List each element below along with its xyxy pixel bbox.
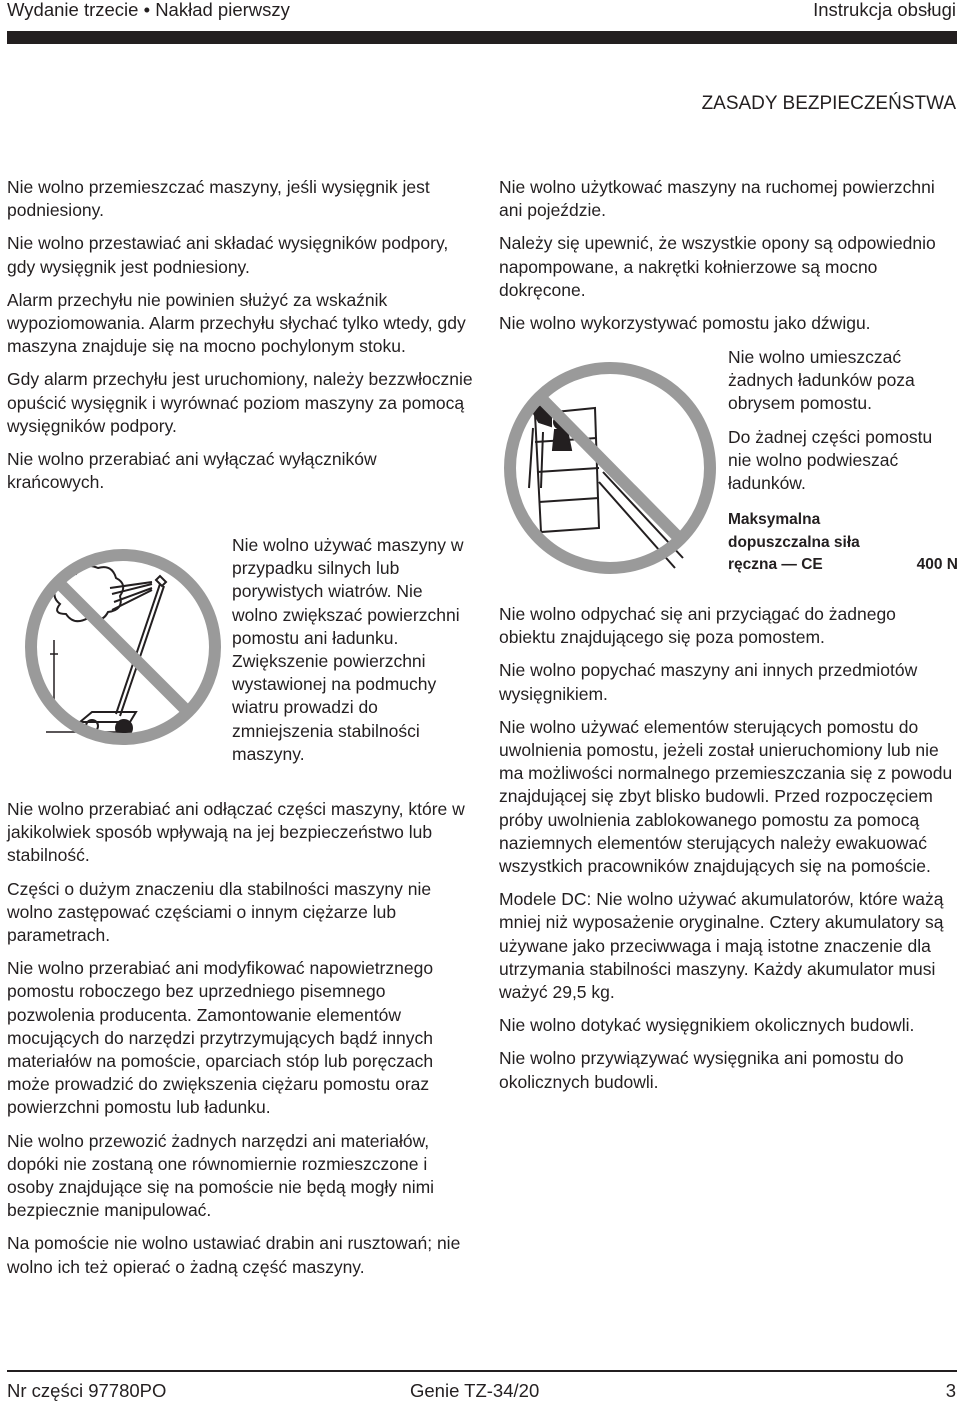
paragraph: Nie wolno użytkować maszyny na ruchomej powierzchni ani pojeździe. — [499, 177, 935, 221]
prohibition-wind-icon — [20, 544, 226, 750]
paragraph: Nie wolno przywiązywać wysięgnika ani pomostu do okolicznych budowli. — [499, 1048, 904, 1092]
wind-warning-text — [232, 534, 472, 766]
paragraph: Nie wolno używać elementów sterujących pomostu do uwolnienia pomostu, jeżeli został unieruchomiony lub nie ma możliwości normalnego przemieszczania się z powodu znajdującej się zbyt blisko budowli. Przed rozpoczęciem próby uwolnienia zablokowanego pomostu za pomocą naziemnych elementów sterujących należy ewakuować wszystkich pracowników znajdujących się na pomoście. — [499, 716, 953, 877]
rating-label: Maksymalna dopuszczalna siła ręczna — CE — [728, 511, 860, 573]
paragraph: Do żadnej części pomostu nie wolno podwieszać ładunków. — [728, 426, 933, 494]
paragraph: Nie wolno wykorzystywać pomostu jako dźwigu. — [499, 313, 871, 334]
load-warning-text — [728, 346, 958, 505]
header-rule — [7, 31, 957, 44]
prohibition-load-icon — [499, 352, 721, 584]
header-manual-title: Instrukcja obsługi — [813, 0, 956, 20]
paragraph: Należy się upewnić, że wszystkie opony są odpowiednio napompowane, a nakrętki kołnierzowe są mocno dokręcone. — [499, 233, 936, 300]
column-left-bottom — [7, 798, 477, 1289]
paragraph: Gdy alarm przechyłu jest uruchomiony, należy bezzwłocznie opuścić wysięgnik i wyrównać poziom maszyny za pomocą wysięgników podpory. — [7, 369, 473, 436]
paragraph: Części o dużym znaczeniu dla stabilności maszyny nie wolno zastępować częściami o innym ciężarze lub parametrach. — [7, 878, 432, 946]
paragraph: Nie wolno popychać maszyny ani innych przedmiotów wysięgnikiem. — [499, 660, 918, 704]
paragraph: Nie wolno odpychać się ani przyciągać do żadnego obiektu znajdującego się poza pomostem. — [499, 604, 896, 648]
section-title: ZASADY BEZPIECZEŃSTWA — [701, 93, 956, 114]
paragraph: Na pomoście nie wolno ustawiać drabin ani rusztowań; nie wolno ich też opierać o żadną część maszyny. — [7, 1233, 461, 1277]
manual-force-rating — [728, 509, 958, 577]
paragraph: Nie wolno dotykać wysięgnikiem okolicznych budowli. — [499, 1015, 915, 1036]
paragraph: Alarm przechyłu nie powinien służyć za wskaźnik wypoziomowania. Alarm przechyłu słychać tylko wtedy, gdy maszyna znajduje się na mocno pochylonym stoku. — [7, 289, 466, 357]
header-edition: Wydanie trzecie • Nakład pierwszy — [7, 0, 290, 20]
column-left-top — [7, 176, 477, 504]
paragraph: Modele DC: Nie wolno używać akumulatorów, które ważą mniej niż wyposażenie oryginalne. Cztery akumulatory są używane jako przeciwwaga i mają istotne znaczenie dla utrzymania stabilności maszyny. Każdy akumulator musi ważyć 29,5 kg. — [499, 889, 944, 1003]
paragraph: Nie wolno przewozić żadnych narzędzi ani materiałów, dopóki nie zostaną one równomiernie rozmieszczone i osoby znajdujące się na pomoście nie będą mogły nimi bezpiecznie manipulować. — [7, 1130, 435, 1221]
footer-model: Genie TZ-34/20 — [410, 1380, 540, 1401]
paragraph: Nie wolno używać maszyny w przypadku silnych lub porywistych wiatrów. Nie wolno zwiększać powierzchni pomostu ani ładunku. Zwiększenie powierzchni wystawionej na podmuchy wiatru prowadzi do zmniejszenia stabilności maszyny. — [232, 535, 464, 764]
paragraph: Nie wolno przemieszczać maszyny, jeśli wysięgnik jest podniesiony. — [7, 177, 430, 221]
footer-rule — [7, 1370, 957, 1372]
column-right-top — [499, 176, 957, 345]
rating-value: 400 N — [916, 556, 958, 573]
paragraph: Nie wolno przerabiać ani wyłączać wyłączników krańcowych. — [7, 449, 377, 493]
paragraph: Nie wolno przerabiać ani modyfikować napowietrznego pomostu roboczego bez uprzedniego pisemnego pozwolenia producenta. Zamontowanie elementów mocujących do narzędzi przytrzymujących bądź innych materiałów na pomoście, oparciach stóp lub poręczach może prowadzić do zwiększenia ciężaru pomostu oraz powierzchni pomostu lub ładunku. — [7, 958, 434, 1118]
page-number: 3 — [945, 1380, 956, 1401]
column-right-bottom — [499, 603, 957, 1104]
footer-part-number: Nr części 97780PO — [7, 1380, 167, 1401]
paragraph: Nie wolno przerabiać ani odłączać części maszyny, które w jakikolwiek sposób wpływają na jej bezpieczeństwo lub stabilność. — [7, 799, 465, 866]
paragraph: Nie wolno przestawiać ani składać wysięgników podpory, gdy wysięgnik jest podniesiony. — [7, 233, 449, 277]
paragraph: Nie wolno umieszczać żadnych ładunków poza obrysem pomostu. — [728, 347, 915, 414]
